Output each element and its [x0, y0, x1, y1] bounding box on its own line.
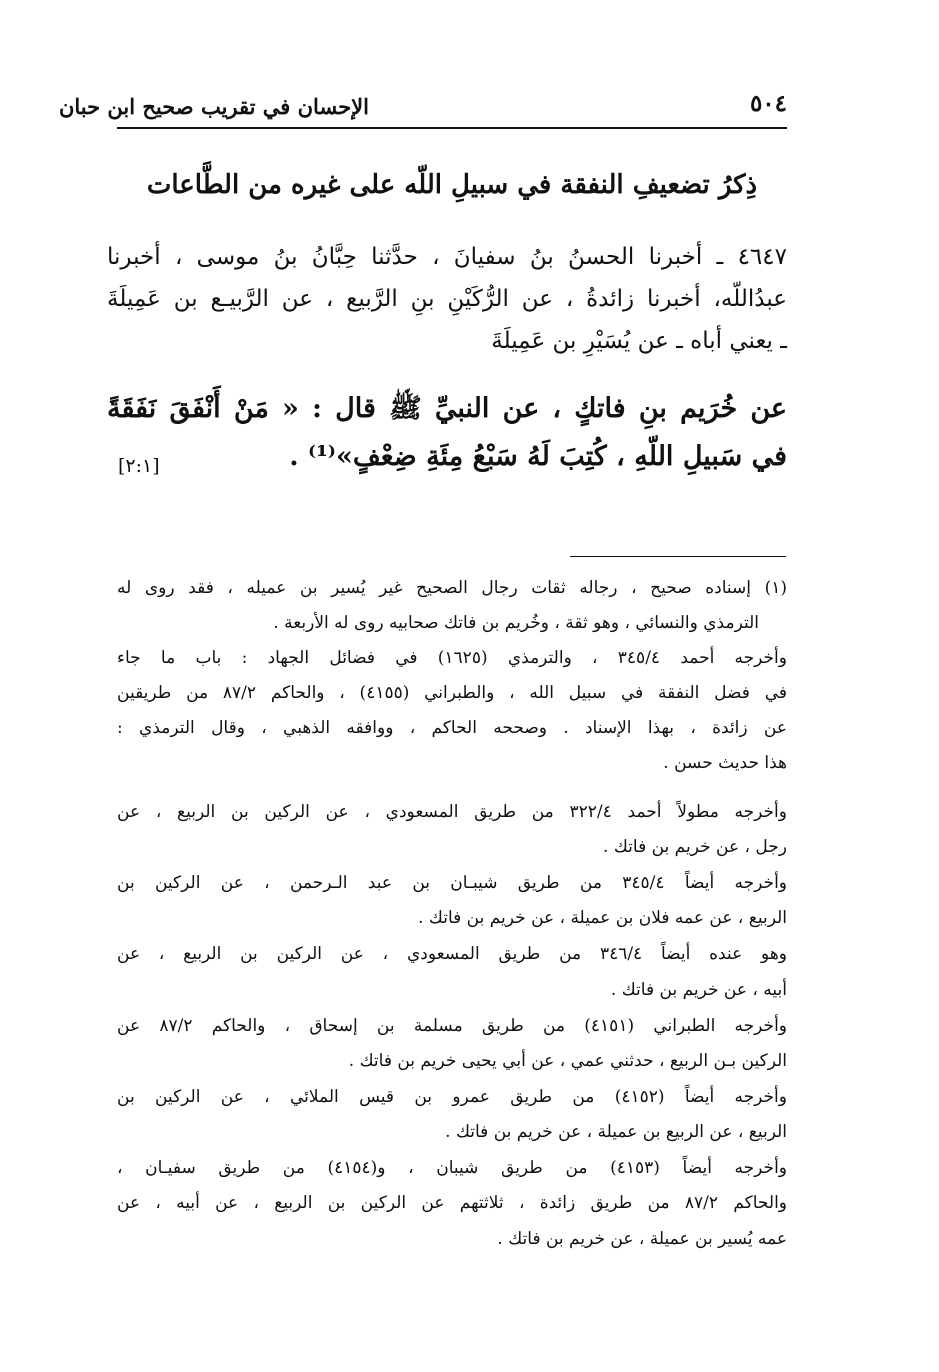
footnote-rule: [570, 556, 786, 557]
footnote-line: عن زائدة ، بهذا الإسناد . وصححه الحاكم ، ووافقه الذهبي ، وقال الترمذي :: [117, 718, 787, 738]
footnote-line: والحاكم ٨٧/٢ من طريق زائدة ، ثلاثتهم عن الركين بن الربيع ، عن أبيه ، عن: [117, 1193, 788, 1213]
header-rule: [117, 127, 787, 129]
isnad-line: عبدُاللّه، أخبرنا زائدةُ ، عن الرُّكَيْنِ بنِ الرَّبيع ، عن الرَّبيـع بن عَمِيلَةَ: [107, 286, 787, 312]
footnote-line: في فضل النفقة في سبيل الله ، والطبراني (٤١٥٥) ، والحاكم ٨٧/٢ من طريقين: [117, 683, 787, 703]
footnote-line: عمه يُسير بن عميلة ، عن خريم بن فاتك .: [497, 1229, 787, 1249]
footnote-line: وأخرجه الطبراني (٤١٥١) من طريق مسلمة بن إسحاق ، والحاكم ٨٧/٢ عن: [117, 1016, 788, 1036]
footnote-line: (١) إسناده صحيح ، رجاله ثقات رجال الصحيح غير يُسير بن عميله ، فقد روى له: [117, 578, 787, 598]
footnote-line: رجل ، عن خريم بن فاتك .: [603, 837, 787, 857]
footnote-line: وهو عنده أيضاً ٣٤٦/٤ من طريق المسعودي ، عن الركين بن الربيع ، عن: [117, 944, 787, 964]
footnote-line: الترمذي والنسائي ، وهو ثقة ، وخُريم بن فاتك صحابيه روى له الأربعة .: [273, 613, 759, 633]
running-header-title: الإحسان في تقريب صحيح ابن حبان: [58, 94, 369, 119]
page-number: ٥٠٤: [749, 90, 787, 117]
hadith-reference: [٢:١]: [118, 455, 160, 477]
footnote-line: الركين بـن الربيع ، حدثني عمي ، عن أبي يحيى خريم بن فاتك .: [348, 1051, 787, 1071]
isnad-line: ـ يعني أباه ـ عن يُسَيْرِ بن عَمِيلَةَ: [491, 328, 787, 354]
footnote-line: وأخرجه أحمد ٣٤٥/٤ ، والترمذي (١٦٢٥) في فضائل الجهاد : باب ما جاء: [117, 648, 787, 668]
footnote-line: وأخرجه أيضاً (٤١٥٣) من طريق شيبان ، و(٤١٥٤) من طريق سفيـان ،: [117, 1158, 788, 1178]
matn-line: في سَبيلِ اللّهِ ، كُتِبَ لَهُ سَبْعُ مِئَةِ ضِعْفٍ»⁽¹⁾ .: [289, 441, 787, 472]
isnad-line: ٤٦٤٧ ـ أخبرنا الحسنُ بنُ سفيانَ ، حدَّثنا حِبَّانُ بنُ موسى ، أخبرنا: [107, 244, 787, 270]
matn-line: عن خُرَيم بنِ فاتكٍ ، عن النبيِّ ﷺ قال : « مَنْ أَنْفَقَ نَفَقَةً: [107, 393, 787, 424]
footnote-line: وأخرجه أيضاً ٣٤٥/٤ من طريق شيبـان بن عبد الـرحمن ، عن الركين بن: [117, 873, 787, 893]
footnote-line: هذا حديث حسن .: [663, 753, 787, 773]
footnote-line: وأخرجه مطولاً أحمد ٣٢٢/٤ من طريق المسعودي ، عن الركين بن الربيع ، عن: [117, 802, 787, 822]
footnote-line: الربيع ، عن عمه فلان بن عميلة ، عن خريم بن فاتك .: [418, 908, 787, 928]
footnote-line: الربيع ، عن الربيع بن عميلة ، عن خريم بن فاتك .: [445, 1122, 787, 1142]
footnote-line: أبيه ، عن خريم بن فاتك .: [610, 980, 787, 1000]
section-heading: ذِكرُ تضعيفِ النفقة في سبيلِ اللّه على غيره من الطَّاعات: [146, 170, 758, 200]
footnote-line: وأخرجه أيضاً (٤١٥٢) من طريق عمرو بن قيس الملائي ، عن الركين بن: [117, 1087, 787, 1107]
